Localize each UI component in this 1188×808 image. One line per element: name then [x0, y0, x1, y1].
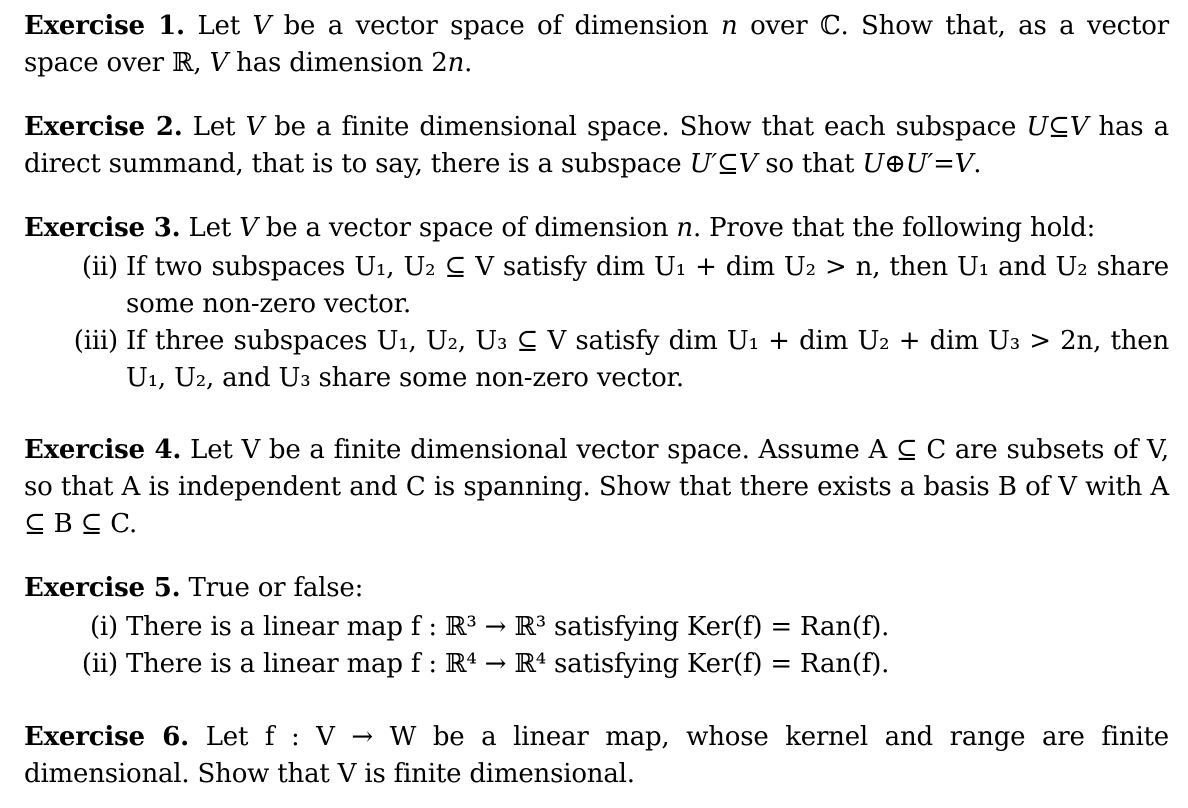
item-text: If three subspaces U₁, U₂, U₃ ⊆ V satisfy dim U₁ + dim U₂ + dim U₃ > 2n, then U₁, U₂, and U₃ share some non-zero vector.	[126, 326, 1169, 393]
exercise-1-text: has dimension 2	[236, 48, 448, 78]
exercise-1-text: be a vector space of dimension	[283, 11, 709, 41]
exercise-6-text: Let f : V → W be a linear map, whose kernel and range are finite dimensional. Show that V is finite dimensional.	[24, 722, 1169, 789]
item-number: (ii)	[81, 649, 118, 679]
exercise-1-text: .	[464, 48, 473, 78]
math-var: V	[209, 48, 229, 78]
exercise-1-text: over	[750, 11, 808, 41]
exercise-3-label: Exercise 3.	[24, 213, 181, 243]
item-number: (ii)	[81, 252, 118, 282]
math-var: V	[1069, 112, 1089, 142]
exercise-2	[24, 109, 1169, 183]
exercise-1	[24, 8, 1169, 82]
exercise-4-label: Exercise 4.	[24, 435, 182, 465]
item-text: If two subspaces U₁, U₂ ⊆ V satisfy dim U₁ + dim U₂ > n, then U₁ and U₂ share some non-zero vector.	[126, 252, 1169, 319]
exercise-3-items	[24, 249, 1169, 397]
exercise-5-text: True or false:	[188, 573, 364, 603]
math-var: V	[954, 149, 974, 179]
exercise-2-text: so that	[765, 149, 855, 179]
exercise-2-text: Let	[192, 112, 236, 142]
exercise-3-text: . Prove that the following hold:	[692, 213, 1096, 243]
math-var: U	[862, 149, 885, 179]
math-symbol: ⊆	[1048, 112, 1070, 142]
exercise-3-text: be a vector space of dimension	[265, 213, 669, 243]
list-item	[24, 323, 1169, 397]
exercise-5-intro	[24, 570, 1169, 607]
exercise-3-text: Let	[188, 213, 232, 243]
list-item	[24, 646, 1169, 683]
exercise-1-text: ℂ. Show that, as a vector space over	[24, 11, 1169, 78]
math-var: V	[738, 149, 758, 179]
exercise-1-text: ℝ,	[171, 48, 202, 78]
math-var: U′	[905, 149, 934, 179]
math-var: n	[447, 48, 465, 78]
item-text: There is a linear map f : ℝ⁴ → ℝ⁴ satisfying Ker(f) = Ran(f).	[126, 649, 890, 679]
exercise-1-label: Exercise 1.	[24, 11, 185, 41]
list-item	[24, 609, 1169, 646]
exercise-sheet	[24, 8, 1169, 793]
exercise-5-label: Exercise 5.	[24, 573, 181, 603]
list-item	[24, 249, 1169, 323]
math-symbol: ⊆	[717, 149, 739, 179]
exercise-1-text: Let	[197, 11, 240, 41]
item-number: (iii)	[73, 326, 118, 356]
exercise-3-intro	[24, 210, 1169, 247]
exercise-2-text: .	[973, 149, 982, 179]
math-var: V	[239, 213, 258, 243]
math-var: n	[720, 11, 738, 41]
math-var: U	[1026, 112, 1049, 142]
exercise-4-text: Let V be a finite dimensional vector space. Assume A ⊆ C are subsets of V, so that A is independent and C is spanning. Show that there exists a basis B of V with A ⊆ B ⊆ C.	[24, 435, 1169, 539]
math-var: n	[676, 213, 693, 243]
exercise-6	[24, 719, 1169, 793]
exercise-6-label: Exercise 6.	[24, 722, 190, 752]
exercise-2-text: has a direct summand, that is to say, there is a subspace	[24, 112, 1169, 179]
exercise-2-label: Exercise 2.	[24, 112, 183, 142]
item-text: There is a linear map f : ℝ³ → ℝ³ satisfying Ker(f) = Ran(f).	[126, 612, 890, 642]
math-var: U′	[689, 149, 717, 179]
math-symbol: =	[933, 149, 955, 179]
exercise-5	[24, 570, 1169, 683]
exercise-5-items	[24, 609, 1169, 683]
exercise-3	[24, 210, 1169, 397]
math-symbol: ⊕	[884, 149, 906, 179]
math-var: V	[245, 112, 265, 142]
math-var: V	[252, 11, 272, 41]
exercise-4	[24, 432, 1169, 543]
exercise-2-text: be a finite dimensional space. Show that each subspace	[274, 112, 1017, 142]
item-number: (i)	[89, 612, 118, 642]
